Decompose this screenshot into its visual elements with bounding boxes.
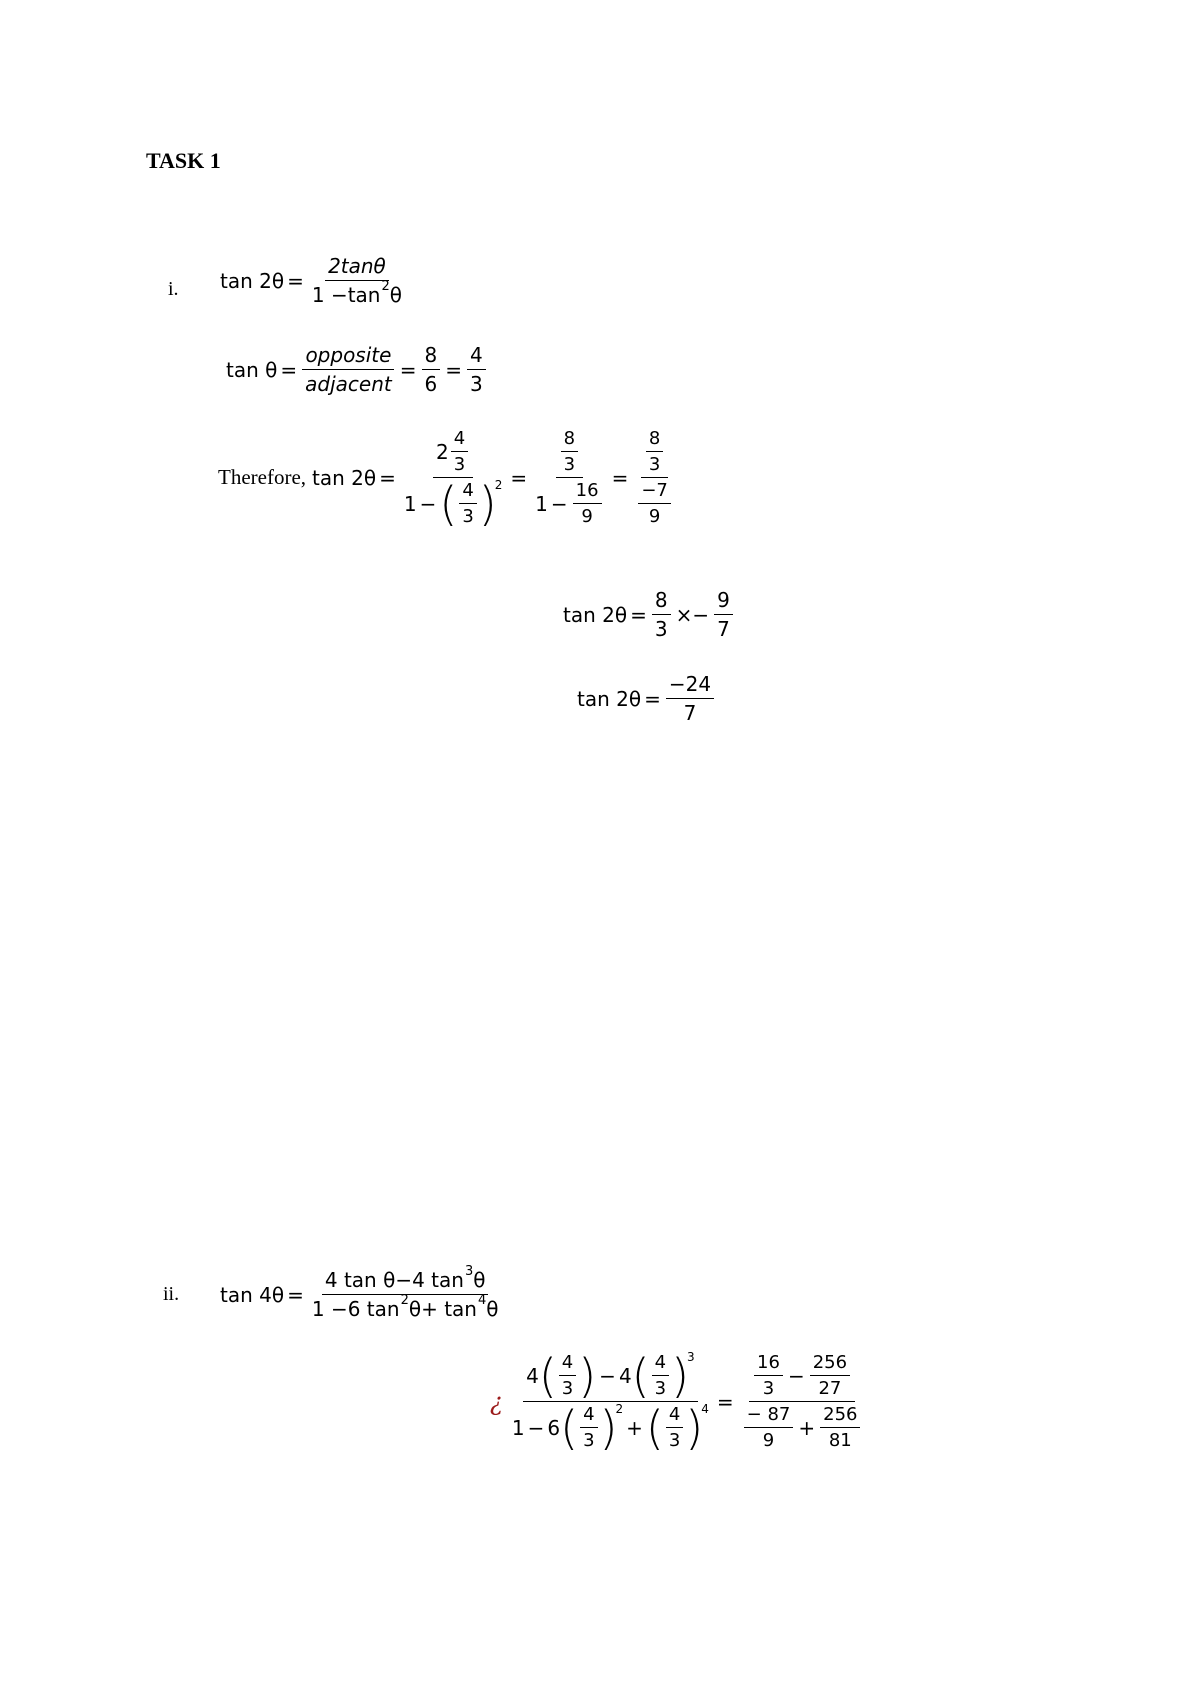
part-ii-label: ii. bbox=[163, 1283, 180, 1305]
part-i-label: i. bbox=[168, 278, 179, 300]
equation-quadruple-angle-formula: tan 4θ = 4 tan θ−4 tan 3 θ 1 −6 tan 2 θ+ tan 4 θ bbox=[220, 1263, 499, 1321]
lhs: tan 2θ bbox=[220, 268, 285, 293]
fraction: 2tanθ 1 −tan 2 θ bbox=[311, 254, 403, 307]
equation-substitution: Therefore, tan 2θ = 2 $\frac{4}{3}$ 1 − ( $\frac{4}{3}$ ) 2 = $\frac{8}{3}$ 1 − $\frac{16}{9}$ = $\frac{\frac{8}{3}}{\frac{-7}{9}}$ bbox=[218, 428, 678, 527]
equation-result: tan 2θ = $\frac{-24}{7}$ bbox=[577, 672, 716, 725]
page-title: TASK 1 bbox=[146, 148, 221, 173]
equation-multiply: tan 2θ = $\frac{8}{3}$ ×− $\frac{9}{7}$ bbox=[563, 588, 735, 641]
unknown-symbol: ¿ bbox=[490, 1387, 503, 1416]
equation-double-angle-formula: tan 2θ = 2tanθ 1 −tan 2 θ bbox=[220, 254, 407, 307]
equation-tan-ratio: tan θ = $\frac{\text{opposite}}{\text{adjacent}}$ = $\frac{8}{6}$ = $\frac{4}{3}$ bbox=[226, 343, 488, 396]
equation-quadruple-substitution: ¿ 4 ( $\frac{4}{3}$ ) − 4 ( $\frac{4}{3}$ ) 3 1 − 6 ( $\frac{4}{3}$ ) 2 + ( $\frac{4}{3}$ ) 4 = $\frac{16}{3}$ − $\frac{256}{27}$ $\frac{- 87}{9}$ + $\frac{256}{81}$ bbox=[490, 1352, 867, 1451]
